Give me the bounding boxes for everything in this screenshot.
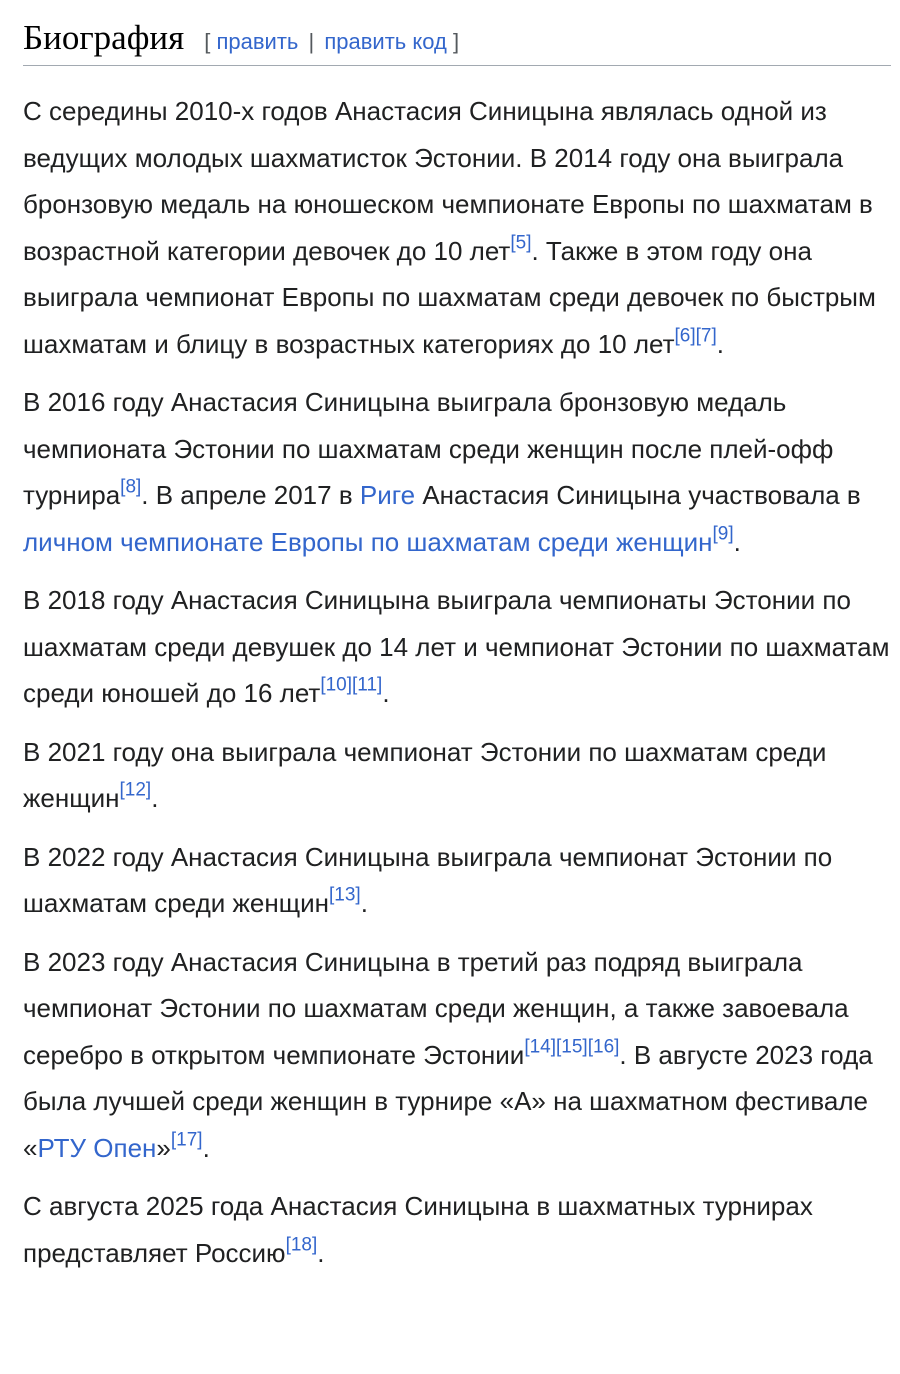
section-heading (23, 16, 891, 66)
reference-link[interactable]: [10] (320, 674, 353, 696)
reference-link[interactable]: [14] (524, 1036, 557, 1058)
paragraph-2 (23, 379, 891, 565)
edit-separator: | (308, 29, 315, 54)
reference-16[interactable] (588, 1036, 620, 1057)
section-title: Биография (23, 18, 185, 57)
paragraph-text: » (156, 1132, 171, 1163)
reference-12[interactable] (119, 780, 151, 801)
paragraph-text: . (202, 1132, 210, 1163)
reference-link[interactable]: [9] (712, 523, 734, 545)
paragraph-text: . (317, 1237, 325, 1268)
reference-13[interactable] (329, 885, 361, 906)
paragraph-text: . (151, 783, 159, 813)
reference-14[interactable] (524, 1036, 556, 1057)
reference-link[interactable]: [6] (674, 325, 696, 347)
paragraph-text: С середины 2010-х годов Анастасия Синицына являлась одной из ведущих молодых шахматисток Эстонии. В 2014 году она выиграла бронзовую медаль на юношеском чемпионате Европы по шахматам в возрастной категории девочек до 10 лет (23, 96, 873, 266)
reference-6[interactable] (675, 325, 696, 346)
paragraph-5 (23, 834, 891, 927)
reference-link[interactable]: [7] (695, 325, 717, 347)
link-rtu-open[interactable]: РТУ Опен (37, 1132, 157, 1163)
paragraph-7 (23, 1183, 891, 1276)
edit-link[interactable]: править (216, 29, 299, 54)
edit-open-bracket: [ (204, 29, 211, 54)
paragraph-text: В 2018 году Анастасия Синицына выиграла чемпионаты Эстонии по шахматам среди девушек до 14 лет и чемпионат Эстонии по шахматам среди юношей до 16 лет (23, 585, 890, 708)
reference-link[interactable]: [17] (170, 1129, 203, 1151)
paragraph-text: . (733, 526, 741, 557)
reference-7[interactable] (696, 325, 717, 346)
biography-section (23, 16, 891, 1288)
paragraph-text: В 2021 году она выиграла чемпионат Эстонии по шахматам среди женщин (23, 736, 827, 813)
paragraph-text: В 2022 году Анастасия Синицына выиграла чемпионат Эстонии по шахматам среди женщин (23, 841, 833, 918)
paragraph-text: . (716, 328, 725, 359)
paragraph-text: . Также в этом году она выиграла чемпионат Европы по шахматам среди девочек по быстрым шахматам и блицу в возрастных категориях до 10 лет (23, 235, 876, 359)
edit-close-bracket: ] (452, 29, 460, 54)
reference-10[interactable] (320, 675, 352, 696)
reference-link[interactable]: [8] (120, 476, 142, 498)
reference-15[interactable] (556, 1036, 588, 1057)
paragraph-text: . В апреле 2017 в (141, 480, 360, 510)
paragraph-6 (23, 939, 891, 1172)
paragraph-text: Анастасия Синицына участвовала в (415, 480, 861, 510)
reference-link[interactable]: [15] (556, 1036, 588, 1058)
paragraph-text: . (360, 888, 368, 918)
reference-link[interactable]: [13] (329, 884, 361, 906)
reference-17[interactable] (171, 1129, 203, 1150)
paragraph-4 (23, 729, 891, 822)
link-european-womens-championship[interactable]: личном чемпионате Европы по шахматам среди женщин (23, 526, 713, 557)
reference-9[interactable] (712, 523, 733, 544)
reference-8[interactable] (120, 477, 141, 498)
reference-link[interactable]: [5] (510, 232, 532, 254)
edit-section-links (204, 20, 459, 64)
paragraph-text: . (382, 678, 390, 708)
reference-link[interactable]: [18] (285, 1234, 318, 1256)
paragraph-3 (23, 577, 891, 717)
paragraph-1 (23, 88, 891, 367)
paragraph-text: С августа 2025 года Анастасия Синицына в шахматных турнирах представляет Россию (23, 1191, 813, 1268)
paragraph-text: В 2023 году Анастасия Синицына в третий раз подряд выиграла чемпионат Эстонии по шахматам среди женщин, а также завоевала серебро в открытом чемпионате Эстонии (23, 946, 849, 1070)
paragraph-text: . В августе 2023 года была лучшей среди женщин в турнире «А» на шахматном фестивале « (23, 1039, 873, 1163)
reference-link[interactable]: [12] (119, 779, 152, 801)
link-riga[interactable]: Риге (359, 480, 416, 510)
paragraph-text: В 2016 году Анастасия Синицына выиграла бронзовую медаль чемпионата Эстонии по шахматам среди женщин после плей-офф турнира (23, 387, 834, 510)
reference-11[interactable] (352, 675, 382, 696)
reference-link[interactable]: [16] (587, 1036, 620, 1058)
reference-18[interactable] (286, 1234, 318, 1255)
reference-5[interactable] (510, 232, 531, 253)
edit-code-link[interactable]: править код (324, 29, 447, 54)
reference-link[interactable]: [11] (352, 674, 383, 696)
